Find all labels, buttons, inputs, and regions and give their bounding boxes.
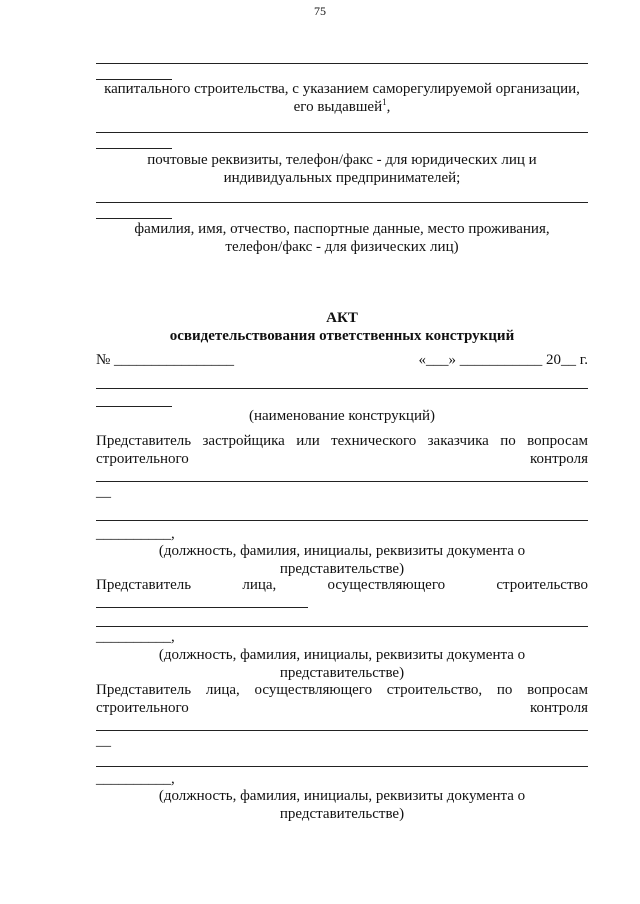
fill-comma: __________, bbox=[96, 629, 175, 645]
caption-line: капитального строительства, с указанием саморегулируемой организации, bbox=[104, 81, 580, 97]
caption-line: представительстве) bbox=[279, 665, 405, 681]
act-number-field: № ________________ bbox=[96, 352, 235, 368]
caption-line bbox=[96, 98, 588, 116]
representative-1-line2: строительного контроля bbox=[96, 451, 588, 467]
representative-2-caption bbox=[96, 646, 588, 682]
act-subtitle: освидетельствования ответственных конструкций bbox=[169, 328, 515, 344]
dash-mark: — bbox=[96, 738, 111, 754]
representative-3-line2: строительного контроля bbox=[96, 700, 588, 716]
fill-comma: __________, bbox=[96, 771, 175, 787]
act-title: АКТ bbox=[326, 310, 358, 326]
fill-line-medium bbox=[96, 607, 308, 608]
caption-text: его выдавшей bbox=[293, 99, 383, 115]
caption-line: представительстве) bbox=[279, 561, 405, 577]
representative-3-caption bbox=[96, 787, 588, 823]
fill-line bbox=[96, 132, 588, 133]
fill-line bbox=[96, 481, 588, 482]
caption-line: (должность, фамилия, инициалы, реквизиты документа о bbox=[158, 788, 526, 804]
fill-line bbox=[96, 626, 588, 627]
fill-line bbox=[96, 520, 588, 521]
fill-line bbox=[96, 202, 588, 203]
fill-comma: __________, bbox=[96, 526, 175, 542]
page-number: 75 bbox=[314, 4, 326, 18]
fill-line bbox=[96, 730, 588, 731]
dash-mark: — bbox=[96, 489, 111, 505]
fill-line-short bbox=[96, 218, 172, 219]
fill-line bbox=[96, 63, 588, 64]
caption-line: представительстве) bbox=[279, 806, 405, 822]
representative-2-line1: Представитель лица, осуществляющего строительство bbox=[96, 577, 588, 593]
act-date-field: «___» ___________ 20__ г. bbox=[418, 352, 588, 368]
representative-1-caption bbox=[96, 542, 588, 578]
caption-line: почтовые реквизиты, телефон/факс - для юридических лиц и bbox=[147, 152, 537, 168]
footnote-marker: 1 bbox=[382, 97, 387, 107]
fill-line bbox=[96, 388, 588, 389]
header-caption-1 bbox=[96, 80, 588, 116]
caption-line: индивидуальных предпринимателей; bbox=[223, 170, 461, 186]
caption-line: (должность, фамилия, инициалы, реквизиты документа о bbox=[158, 647, 526, 663]
caption-line: фамилия, имя, отчество, паспортные данные, место проживания, bbox=[134, 221, 550, 237]
fill-line-short bbox=[96, 148, 172, 149]
fill-line bbox=[96, 766, 588, 767]
construction-caption: (наименование конструкций) bbox=[248, 408, 435, 424]
caption-line: телефон/факс - для физических лиц) bbox=[225, 239, 459, 255]
caption-line: (должность, фамилия, инициалы, реквизиты документа о bbox=[158, 543, 526, 559]
representative-3-line1: Представитель лица, осуществляющего строительство, по вопросам bbox=[96, 682, 588, 698]
header-caption-2 bbox=[96, 151, 588, 187]
caption-tail: , bbox=[386, 99, 391, 115]
representative-1-line1: Представитель застройщика или технического заказчика по вопросам bbox=[96, 433, 588, 449]
header-caption-3 bbox=[96, 220, 588, 256]
